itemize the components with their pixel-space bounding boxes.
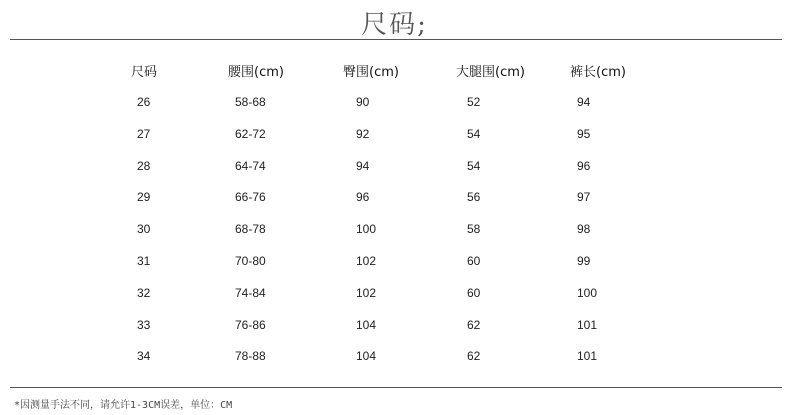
table-cell-thigh: 58: [467, 222, 481, 236]
table-cell-size: 34: [137, 349, 151, 363]
table-cell-thigh: 54: [467, 159, 481, 173]
page-title: 尺码;: [361, 10, 428, 40]
table-cell-hip: 104: [356, 349, 377, 363]
table-cell-length: 99: [577, 254, 591, 268]
footnote: *因测量手法不同，请允许1-3CM误差，单位：CM: [14, 400, 233, 411]
table-cell-waist: 64-74: [235, 159, 266, 173]
table-cell-length: 95: [577, 127, 591, 141]
column-header-length: 裤长(cm): [570, 65, 626, 80]
column-header-size: 尺码: [131, 65, 158, 80]
table-cell-waist: 68-78: [235, 222, 266, 236]
table-cell-waist: 76-86: [235, 318, 266, 332]
table-cell-hip: 100: [356, 222, 377, 236]
table-cell-thigh: 60: [467, 286, 481, 300]
table-cell-waist: 74-84: [235, 286, 266, 300]
table-cell-size: 33: [137, 318, 151, 332]
table-cell-thigh: 60: [467, 254, 481, 268]
column-header-waist: 腰围(cm): [228, 65, 284, 80]
table-cell-length: 100: [577, 286, 598, 300]
table-cell-length: 101: [577, 349, 598, 363]
table-cell-hip: 92: [356, 127, 370, 141]
table-cell-thigh: 56: [467, 190, 481, 204]
table-cell-thigh: 62: [467, 318, 481, 332]
table-cell-size: 31: [137, 254, 151, 268]
table-cell-length: 98: [577, 222, 591, 236]
table-cell-length: 101: [577, 318, 598, 332]
column-header-hip: 臀围(cm): [343, 65, 399, 80]
bottom-divider: [10, 387, 782, 388]
table-cell-thigh: 52: [467, 95, 481, 109]
table-cell-waist: 70-80: [235, 254, 266, 268]
table-cell-size: 28: [137, 159, 151, 173]
table-cell-size: 26: [137, 95, 151, 109]
top-divider: [10, 39, 782, 40]
table-cell-length: 96: [577, 159, 591, 173]
table-cell-waist: 78-88: [235, 349, 266, 363]
table-cell-thigh: 54: [467, 127, 481, 141]
table-cell-length: 94: [577, 95, 591, 109]
table-cell-waist: 58-68: [235, 95, 266, 109]
table-cell-hip: 102: [356, 286, 377, 300]
table-cell-hip: 102: [356, 254, 377, 268]
table-cell-size: 32: [137, 286, 151, 300]
table-cell-hip: 90: [356, 95, 370, 109]
table-cell-hip: 94: [356, 159, 370, 173]
table-cell-size: 27: [137, 127, 151, 141]
table-cell-size: 30: [137, 222, 151, 236]
table-cell-size: 29: [137, 190, 151, 204]
table-cell-hip: 96: [356, 190, 370, 204]
table-cell-length: 97: [577, 190, 591, 204]
table-cell-waist: 66-76: [235, 190, 266, 204]
table-cell-waist: 62-72: [235, 127, 266, 141]
table-cell-hip: 104: [356, 318, 377, 332]
column-header-thigh: 大腿围(cm): [456, 65, 525, 80]
table-cell-thigh: 62: [467, 349, 481, 363]
